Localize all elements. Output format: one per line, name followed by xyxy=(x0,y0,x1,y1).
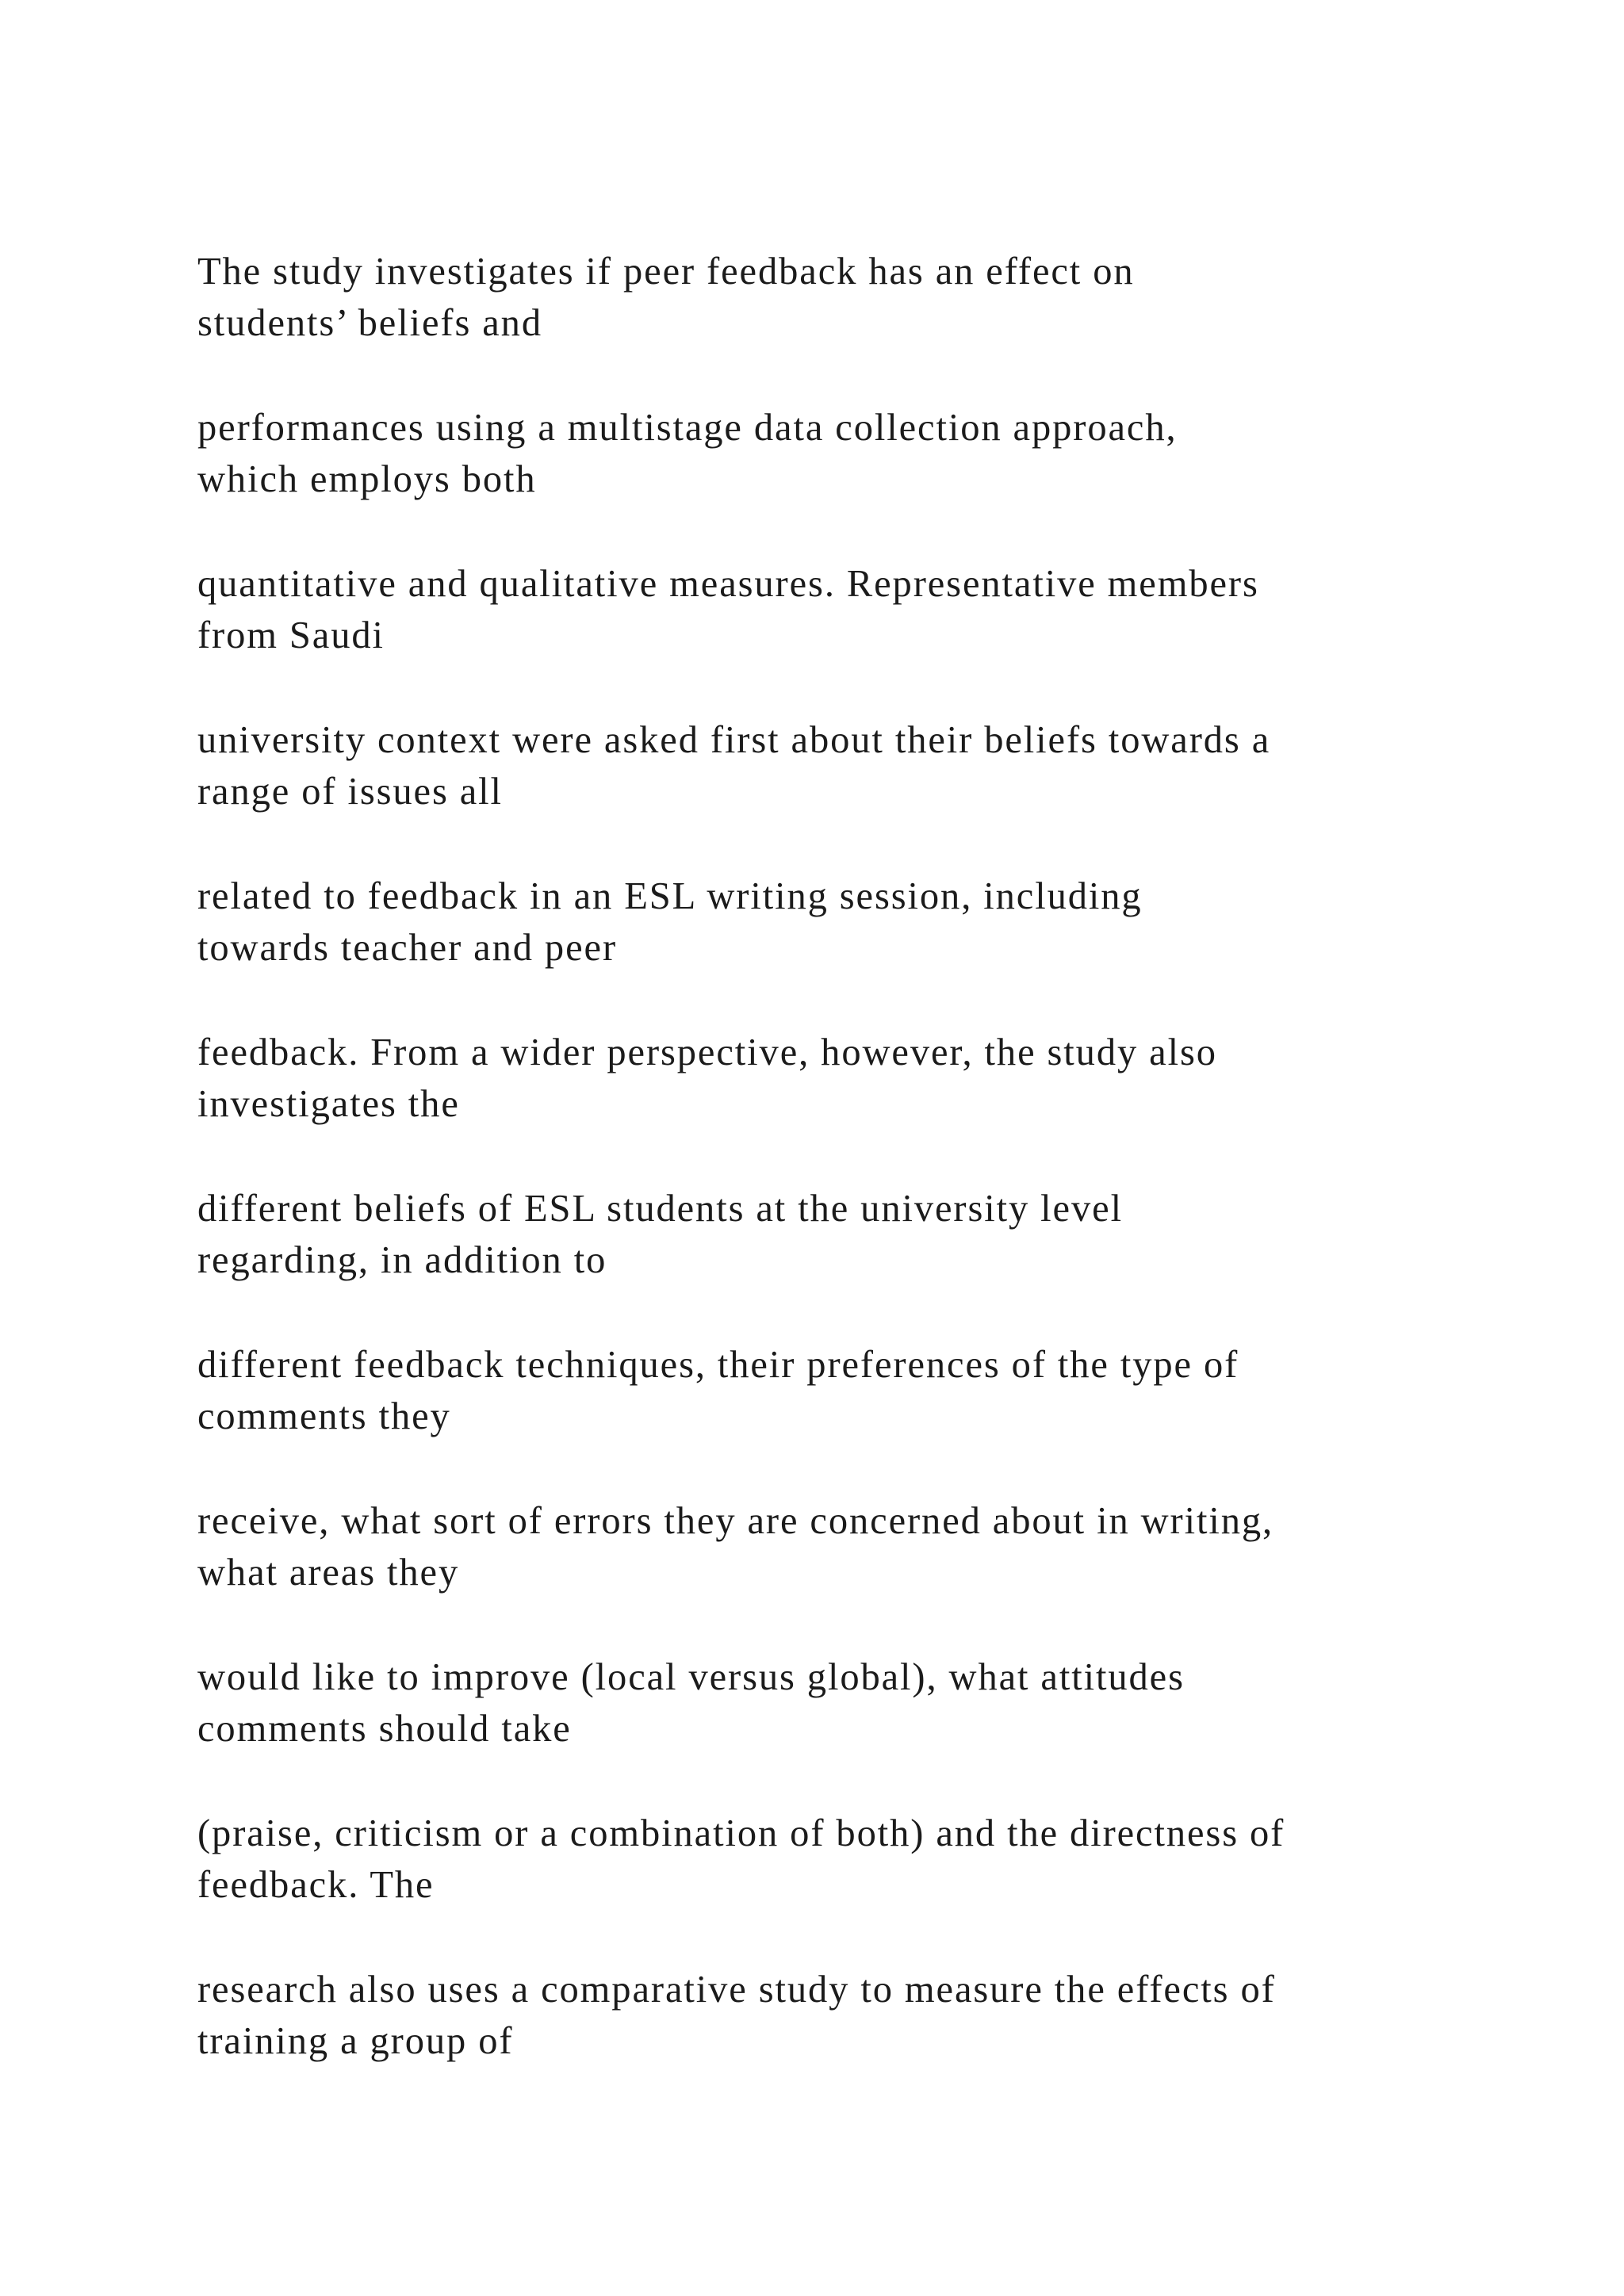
text-line: related to feedback in an ESL writing session, including xyxy=(197,875,1143,917)
document-body xyxy=(197,246,1514,2120)
text-line: different beliefs of ESL students at the university level xyxy=(197,1188,1123,1230)
paragraph xyxy=(197,402,1514,505)
text-line: university context were asked first about their beliefs towards a xyxy=(197,719,1271,761)
text-line: regarding, in addition to xyxy=(197,1239,607,1281)
text-line: The study investigates if peer feedback has an effect on xyxy=(197,251,1135,293)
paragraph xyxy=(197,1027,1514,1130)
paragraph xyxy=(197,1339,1514,1442)
paragraph xyxy=(197,1183,1514,1286)
text-line: towards teacher and peer xyxy=(197,927,617,969)
paragraph xyxy=(197,1495,1514,1598)
text-line: feedback. The xyxy=(197,1864,435,1906)
text-line: what areas they xyxy=(197,1552,460,1594)
paragraph xyxy=(197,1651,1514,1755)
text-line: would like to improve (local versus global), what attitudes xyxy=(197,1656,1185,1698)
paragraph xyxy=(197,871,1514,974)
text-line: which employs both xyxy=(197,458,537,500)
paragraph xyxy=(197,714,1514,817)
text-line: different feedback techniques, their preferences of the type of xyxy=(197,1344,1239,1386)
paragraph xyxy=(197,1964,1514,2067)
paragraph xyxy=(197,246,1514,349)
text-line: research also uses a comparative study to measure the effects of xyxy=(197,1969,1276,2011)
paragraph xyxy=(197,558,1514,661)
text-line: (praise, criticism or a combination of both) and the directness of xyxy=(197,1812,1285,1854)
text-line: comments should take xyxy=(197,1708,572,1750)
text-line: performances using a multistage data collection approach, xyxy=(197,407,1178,449)
text-line: from Saudi xyxy=(197,614,385,656)
text-line: receive, what sort of errors they are concerned about in writing, xyxy=(197,1500,1274,1542)
text-line: investigates the xyxy=(197,1083,460,1125)
text-line: range of issues all xyxy=(197,771,503,813)
text-line: quantitative and qualitative measures. Representative members xyxy=(197,563,1259,605)
text-line: comments they xyxy=(197,1395,451,1437)
text-line: students’ beliefs and xyxy=(197,302,542,344)
text-line: training a group of xyxy=(197,2020,514,2062)
paragraph xyxy=(197,1808,1514,1911)
text-line: feedback. From a wider perspective, however, the study also xyxy=(197,1031,1217,1073)
